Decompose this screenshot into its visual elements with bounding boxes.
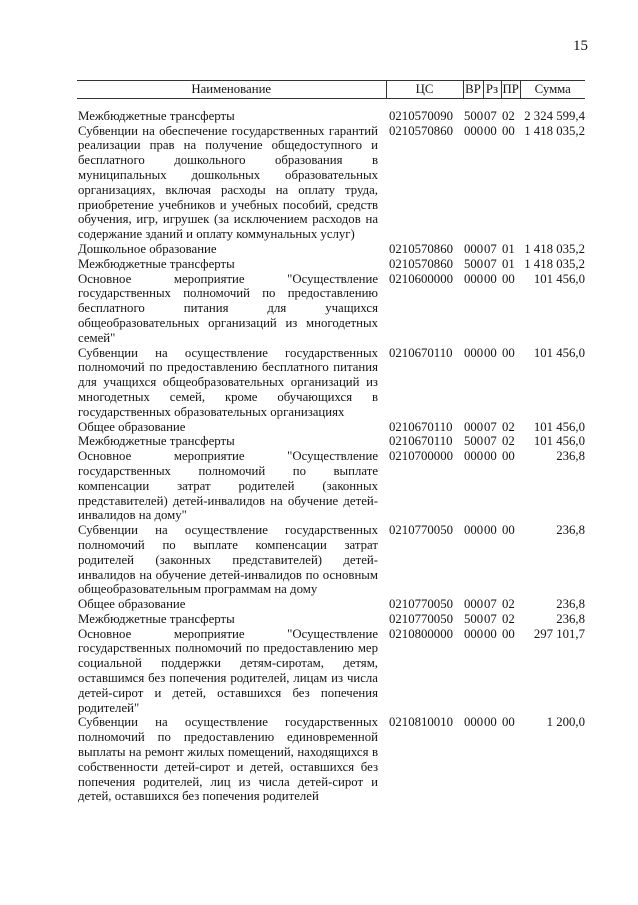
cell-vr: 000 [464, 123, 484, 138]
cell-cs: 0210670110 [389, 419, 453, 434]
cell-vr: 000 [464, 419, 484, 434]
header-rz: Рз [483, 81, 501, 99]
cell-name: Основное мероприятие "Осуществление государственных полномочий по предоставлению бесплатного питания для учащихся общеобразовательных организаций из многодетных семей" [78, 271, 378, 345]
table-row [77, 449, 585, 523]
cell-pr: 01 [502, 256, 515, 271]
cell-sum: 236,8 [556, 523, 585, 538]
cell-name: Межбюджетные трансферты [78, 108, 235, 123]
cell-rz: 00 [484, 626, 497, 641]
cell-pr: 02 [502, 434, 515, 449]
table-row [77, 346, 585, 420]
cell-pr: 00 [502, 449, 515, 464]
cell-vr: 500 [464, 434, 484, 449]
cell-rz: 07 [484, 108, 497, 123]
cell-sum: 101 456,0 [533, 419, 585, 434]
cell-vr: 000 [464, 626, 484, 641]
table-row [77, 124, 585, 242]
cell-sum: 1 418 035,2 [524, 256, 585, 271]
cell-vr: 500 [464, 256, 484, 271]
cell-rz: 00 [484, 715, 497, 730]
cell-name: Межбюджетные трансферты [78, 434, 235, 449]
cell-pr: 02 [502, 597, 515, 612]
cell-sum: 101 456,0 [533, 434, 585, 449]
cell-vr: 000 [464, 241, 484, 256]
cell-vr: 000 [464, 715, 484, 730]
header-spacer [77, 98, 585, 109]
cell-pr: 02 [502, 108, 515, 123]
cell-sum: 1 418 035,2 [524, 123, 585, 138]
header-name: Наименование [77, 81, 386, 99]
cell-rz: 07 [484, 419, 497, 434]
page-number: 15 [573, 38, 588, 54]
header-vr: ВР [463, 81, 483, 99]
table-row [77, 612, 585, 627]
cell-rz: 07 [484, 241, 497, 256]
cell-cs: 0210770050 [389, 523, 453, 538]
cell-pr: 02 [502, 419, 515, 434]
cell-sum: 101 456,0 [533, 345, 585, 360]
cell-rz: 00 [484, 345, 497, 360]
cell-cs: 0210570860 [389, 123, 453, 138]
cell-name: Общее образование [78, 597, 186, 612]
cell-cs: 0210770050 [389, 597, 453, 612]
cell-vr: 500 [464, 108, 484, 123]
cell-cs: 0210600000 [389, 271, 453, 286]
cell-pr: 00 [502, 123, 515, 138]
table-row [77, 420, 585, 435]
cell-vr: 000 [464, 597, 484, 612]
cell-pr: 01 [502, 241, 515, 256]
table-row [77, 257, 585, 272]
cell-sum: 101 456,0 [533, 271, 585, 286]
cell-cs: 0210570860 [389, 241, 453, 256]
cell-sum: 236,8 [556, 597, 585, 612]
header-cs: ЦС [386, 81, 463, 99]
cell-name: Субвенции на осуществление государственных полномочий по выплате компенсации затрат родителей (законных представителей) детей-инвалидов на обучение детей-инвалидов по основным общеобразовательным программам на дому [78, 523, 378, 597]
cell-cs: 0210570860 [389, 256, 453, 271]
cell-pr: 00 [502, 345, 515, 360]
cell-rz: 07 [484, 597, 497, 612]
cell-rz: 00 [484, 449, 497, 464]
cell-pr: 00 [502, 626, 515, 641]
table-row [77, 715, 585, 804]
cell-rz: 00 [484, 123, 497, 138]
cell-sum: 236,8 [556, 449, 585, 464]
cell-cs: 0210800000 [389, 626, 453, 641]
cell-sum: 1 418 035,2 [524, 241, 585, 256]
cell-name: Межбюджетные трансферты [78, 611, 235, 626]
cell-cs: 0210810010 [389, 715, 453, 730]
cell-cs: 0210570090 [389, 108, 453, 123]
cell-name: Дошкольное образование [78, 241, 217, 256]
cell-name: Основное мероприятие "Осуществление государственных полномочий по выплате компенсации затрат родителей (законных представителей) детей-инвалидов на обучение детей-инвалидов на дому" [78, 449, 378, 523]
cell-cs: 0210670110 [389, 345, 453, 360]
cell-pr: 02 [502, 611, 515, 626]
cell-name: Субвенции на осуществление государственных полномочий по предоставлению бесплатного питания для учащихся общеобразовательных организаций из многодетных семей, кроме обучающихся в государственных образовательных организациях [78, 345, 378, 419]
table-header [77, 81, 585, 99]
header-pr: ПР [501, 81, 520, 99]
cell-sum: 236,8 [556, 611, 585, 626]
table-row [77, 597, 585, 612]
cell-rz: 07 [484, 256, 497, 271]
table-row [77, 523, 585, 597]
cell-name: Общее образование [78, 419, 186, 434]
cell-pr: 00 [502, 271, 515, 286]
cell-rz: 00 [484, 523, 497, 538]
cell-cs: 0210670110 [389, 434, 453, 449]
cell-sum: 2 324 599,4 [524, 108, 585, 123]
cell-rz: 00 [484, 271, 497, 286]
cell-pr: 00 [502, 523, 515, 538]
cell-vr: 000 [464, 271, 484, 286]
cell-cs: 0210700000 [389, 449, 453, 464]
table-row [77, 434, 585, 449]
cell-rz: 07 [484, 434, 497, 449]
cell-name: Основное мероприятие "Осуществление государственных полномочий по предоставлению мер социальной поддержки детям-сиротам, детям, оставшимся без попечения родителей, лицам из числа детей-сирот и детей, оставшихся без попечения родителей" [78, 626, 378, 715]
table-row [77, 109, 585, 124]
table-row [77, 242, 585, 257]
cell-name: Субвенции на осуществление государственных полномочий по предоставлению единовременной выплаты на ремонт жилых помещений, находящихся в собственности детей-сирот и детей, оставшихся без попечения родителей, лиц из числа детей-сирот и детей, оставшихся без попечения родителей [78, 715, 378, 804]
table-row [77, 627, 585, 716]
budget-table [77, 80, 585, 804]
table-row [77, 272, 585, 346]
cell-vr: 000 [464, 449, 484, 464]
cell-sum: 1 200,0 [546, 715, 585, 730]
header-sum: Сумма [520, 81, 585, 99]
cell-vr: 000 [464, 345, 484, 360]
cell-rz: 07 [484, 611, 497, 626]
cell-vr: 500 [464, 611, 484, 626]
cell-sum: 297 101,7 [533, 626, 585, 641]
cell-cs: 0210770050 [389, 611, 453, 626]
cell-pr: 00 [502, 715, 515, 730]
cell-vr: 000 [464, 523, 484, 538]
cell-name: Межбюджетные трансферты [78, 256, 235, 271]
cell-name: Субвенции на обеспечение государственных гарантий реализации прав на получение общедоступного и бесплатного дошкольного образования в муниципальных дошкольных образовательных организациях, включая расходы на оплату труда, приобретение учебников и учебных пособий, средств обучения, игр, игрушек (за исключением расходов на содержание зданий и оплату коммунальных услуг) [78, 123, 378, 242]
table-body [77, 98, 585, 804]
